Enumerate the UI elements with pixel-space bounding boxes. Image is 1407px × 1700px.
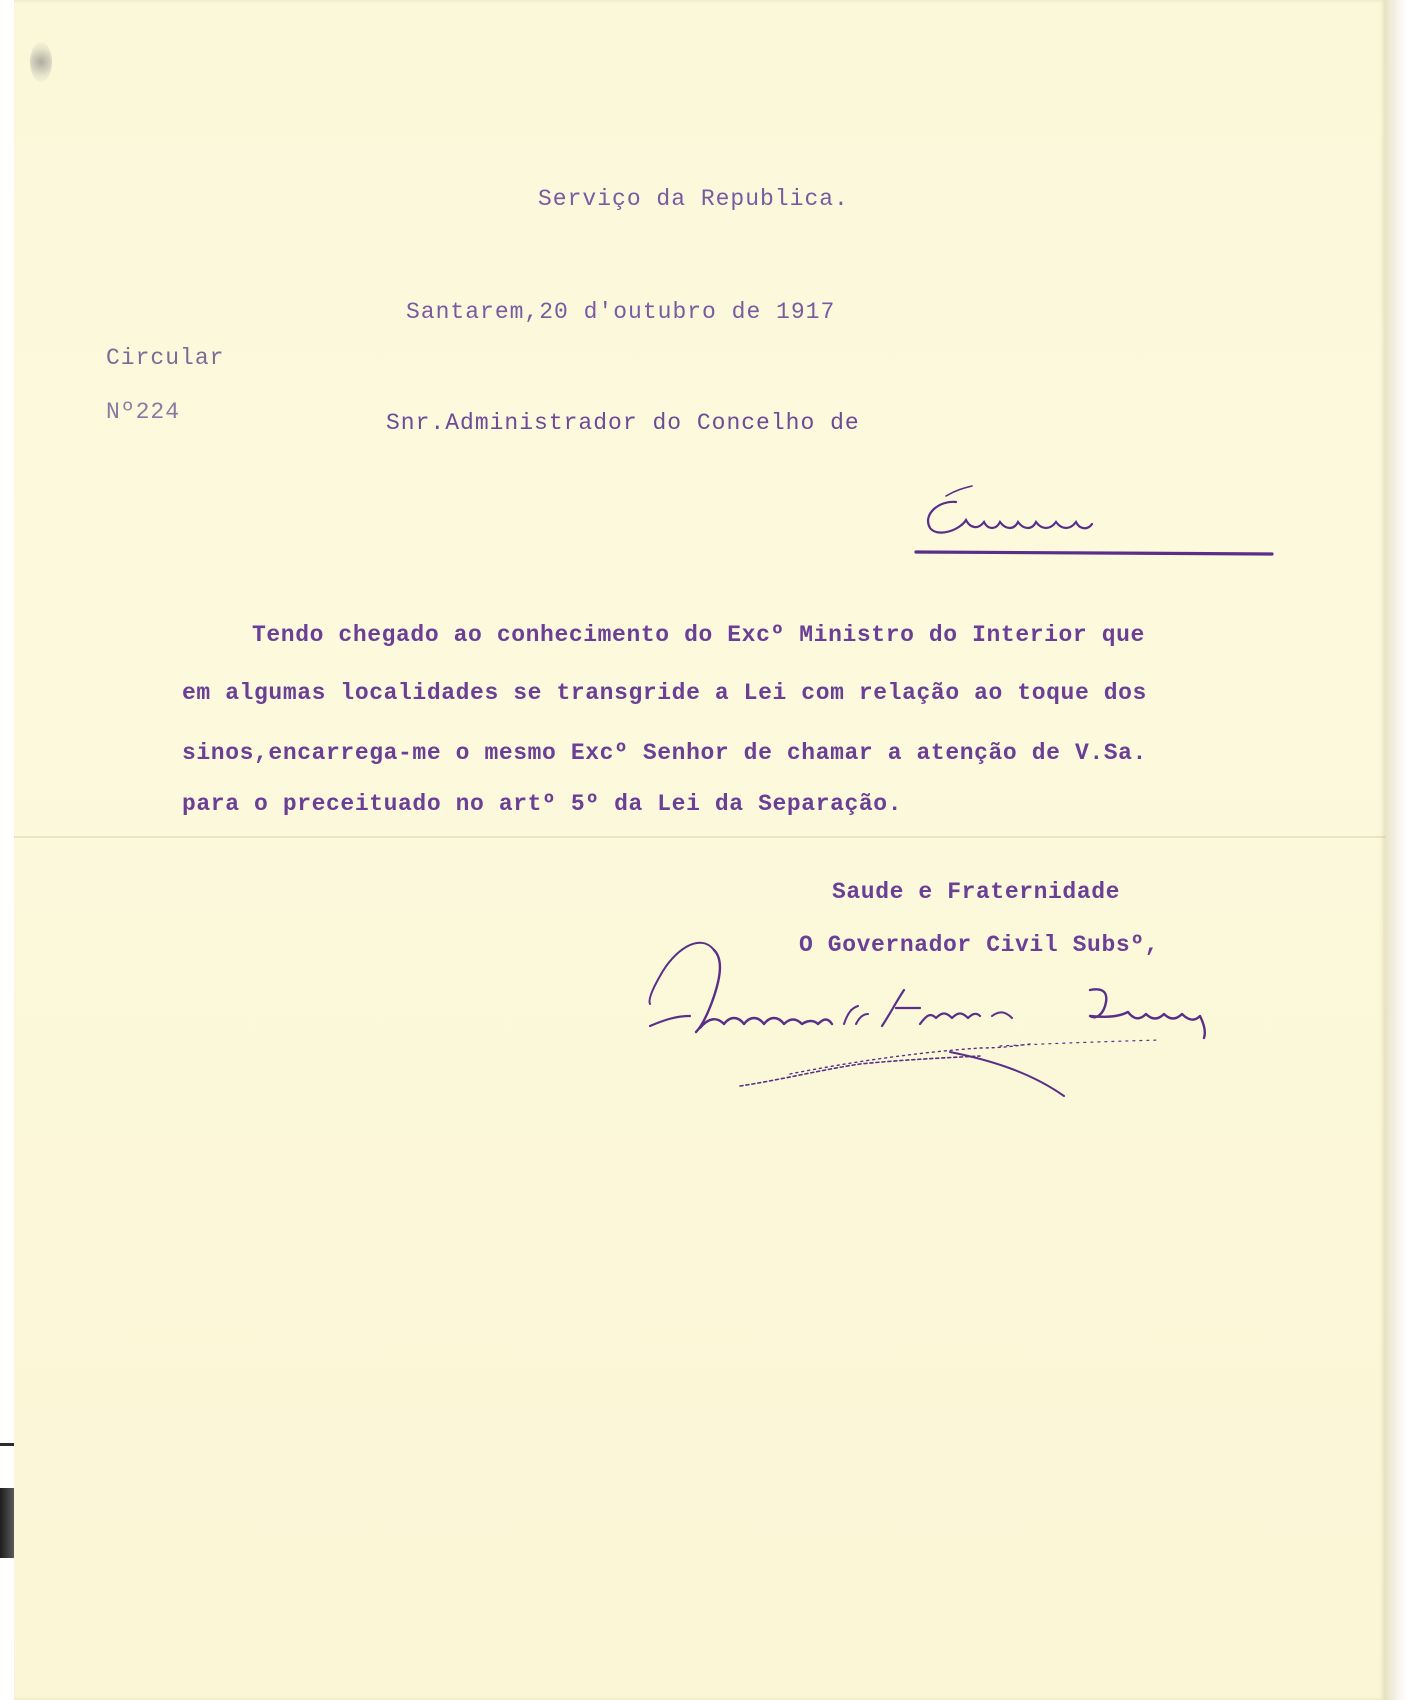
circular-number: Nº224: [106, 399, 181, 425]
body-line-1: Tendo chegado ao conhecimento do Excº Ministro do Interior que: [252, 622, 1145, 648]
circular-label: Circular: [106, 345, 225, 371]
scanner-edge-mark-lower: [0, 1488, 14, 1558]
paper-right-edge: [1386, 0, 1407, 1700]
place-and-date: Santarem,20 d'outubro de 1917: [406, 299, 836, 325]
body-line-4: para o preceituado no artº 5º da Lei da Separação.: [182, 791, 903, 817]
paper-sheet: [14, 0, 1386, 1700]
paper-fold-line: [14, 836, 1386, 838]
closing-salutation: Saude e Fraternidade: [832, 879, 1121, 905]
body-line-3: sinos,encarrega-me o mesmo Excº Senhor de chamar a atenção de V.Sa.: [182, 740, 1147, 766]
letterhead-heading: Serviço da Republica.: [538, 186, 849, 212]
scanner-edge-mark-upper: [0, 1443, 14, 1446]
body-line-2: em algumas localidades se transgride a Lei com relação ao toque dos: [182, 680, 1147, 706]
signatory-title: O Governador Civil Subsº,: [799, 932, 1160, 958]
ink-smudge: [30, 42, 52, 82]
addressee-line: Snr.Administrador do Concelho de: [386, 410, 860, 436]
